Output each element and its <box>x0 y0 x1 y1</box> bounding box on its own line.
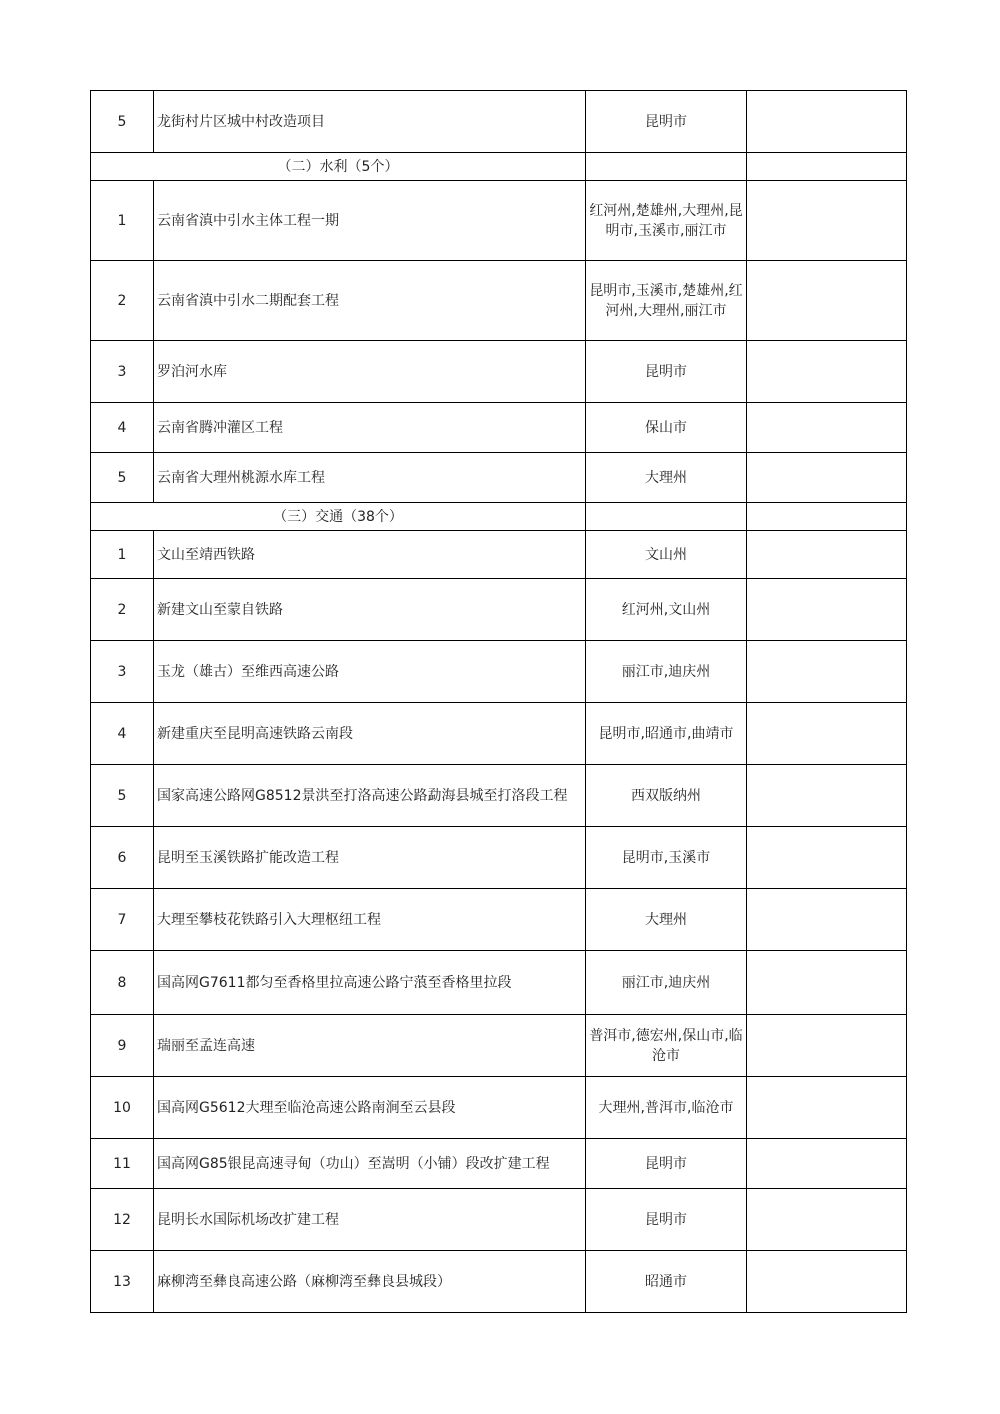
section-row <box>91 503 907 531</box>
table-row <box>91 641 907 703</box>
table-row <box>91 341 907 403</box>
project-name: 云南省大理州桃源水库工程 <box>154 453 586 503</box>
row-number: 1 <box>91 531 154 579</box>
project-region: 昆明市 <box>586 1139 747 1189</box>
table-body <box>91 91 907 1313</box>
project-region: 昆明市 <box>586 341 747 403</box>
project-note <box>747 951 907 1015</box>
table-row <box>91 403 907 453</box>
project-note <box>747 341 907 403</box>
table-row <box>91 1015 907 1077</box>
project-name: 国高网G7611都匀至香格里拉高速公路宁蒗至香格里拉段 <box>154 951 586 1015</box>
project-region: 西双版纳州 <box>586 765 747 827</box>
row-number: 6 <box>91 827 154 889</box>
project-name: 龙街村片区城中村改造项目 <box>154 91 586 153</box>
row-number: 10 <box>91 1077 154 1139</box>
project-region: 昆明市,玉溪市 <box>586 827 747 889</box>
project-region: 大理州 <box>586 453 747 503</box>
project-note <box>747 1077 907 1139</box>
table-row <box>91 703 907 765</box>
project-name: 国高网G5612大理至临沧高速公路南涧至云县段 <box>154 1077 586 1139</box>
table-row <box>91 453 907 503</box>
project-region: 保山市 <box>586 403 747 453</box>
row-number: 9 <box>91 1015 154 1077</box>
project-region: 大理州,普洱市,临沧市 <box>586 1077 747 1139</box>
row-number: 1 <box>91 181 154 261</box>
section-row <box>91 153 907 181</box>
project-region: 昭通市 <box>586 1251 747 1313</box>
project-note <box>747 827 907 889</box>
row-number: 2 <box>91 579 154 641</box>
project-note <box>747 765 907 827</box>
section-empty-cell <box>586 503 747 531</box>
project-name: 大理至攀枝花铁路引入大理枢纽工程 <box>154 889 586 951</box>
section-empty-cell <box>586 153 747 181</box>
project-note <box>747 453 907 503</box>
project-name: 云南省腾冲灌区工程 <box>154 403 586 453</box>
project-name: 云南省滇中引水主体工程一期 <box>154 181 586 261</box>
table-row <box>91 1189 907 1251</box>
project-name: 云南省滇中引水二期配套工程 <box>154 261 586 341</box>
project-region: 昆明市 <box>586 91 747 153</box>
table-row <box>91 951 907 1015</box>
section-empty-cell <box>747 153 907 181</box>
project-region: 普洱市,德宏州,保山市,临沧市 <box>586 1015 747 1077</box>
row-number: 3 <box>91 341 154 403</box>
project-table <box>90 90 907 1313</box>
project-note <box>747 531 907 579</box>
project-name: 国高网G85银昆高速寻甸（功山）至嵩明（小铺）段改扩建工程 <box>154 1139 586 1189</box>
project-name: 国家高速公路网G8512景洪至打洛高速公路勐海县城至打洛段工程 <box>154 765 586 827</box>
section-title: （二）水利（5个） <box>91 153 586 181</box>
row-number: 4 <box>91 703 154 765</box>
project-region: 丽江市,迪庆州 <box>586 641 747 703</box>
row-number: 5 <box>91 453 154 503</box>
project-name: 文山至靖西铁路 <box>154 531 586 579</box>
table-row <box>91 261 907 341</box>
row-number: 8 <box>91 951 154 1015</box>
project-note <box>747 641 907 703</box>
table-row <box>91 531 907 579</box>
project-region: 文山州 <box>586 531 747 579</box>
table-row <box>91 889 907 951</box>
row-number: 11 <box>91 1139 154 1189</box>
project-region: 红河州,楚雄州,大理州,昆明市,玉溪市,丽江市 <box>586 181 747 261</box>
row-number: 3 <box>91 641 154 703</box>
section-title: （三）交通（38个） <box>91 503 586 531</box>
table-row <box>91 91 907 153</box>
row-number: 4 <box>91 403 154 453</box>
row-number: 7 <box>91 889 154 951</box>
project-name: 新建文山至蒙自铁路 <box>154 579 586 641</box>
project-name: 昆明至玉溪铁路扩能改造工程 <box>154 827 586 889</box>
table-row <box>91 181 907 261</box>
project-note <box>747 261 907 341</box>
project-note <box>747 703 907 765</box>
table-row <box>91 1077 907 1139</box>
row-number: 2 <box>91 261 154 341</box>
project-name: 新建重庆至昆明高速铁路云南段 <box>154 703 586 765</box>
table-row <box>91 579 907 641</box>
project-region: 大理州 <box>586 889 747 951</box>
table-row <box>91 1139 907 1189</box>
project-region: 红河州,文山州 <box>586 579 747 641</box>
table-row <box>91 765 907 827</box>
project-region: 昆明市 <box>586 1189 747 1251</box>
project-note <box>747 889 907 951</box>
project-region: 丽江市,迪庆州 <box>586 951 747 1015</box>
project-name: 昆明长水国际机场改扩建工程 <box>154 1189 586 1251</box>
project-name: 瑞丽至孟连高速 <box>154 1015 586 1077</box>
row-number: 13 <box>91 1251 154 1313</box>
project-note <box>747 1139 907 1189</box>
project-region: 昆明市,玉溪市,楚雄州,红河州,大理州,丽江市 <box>586 261 747 341</box>
project-name: 玉龙（雄古）至维西高速公路 <box>154 641 586 703</box>
project-note <box>747 1015 907 1077</box>
project-note <box>747 579 907 641</box>
row-number: 5 <box>91 765 154 827</box>
project-note <box>747 1251 907 1313</box>
table-row <box>91 827 907 889</box>
project-name: 麻柳湾至彝良高速公路（麻柳湾至彝良县城段） <box>154 1251 586 1313</box>
row-number: 12 <box>91 1189 154 1251</box>
project-note <box>747 1189 907 1251</box>
project-note <box>747 403 907 453</box>
table-row <box>91 1251 907 1313</box>
row-number: 5 <box>91 91 154 153</box>
project-note <box>747 181 907 261</box>
project-note <box>747 91 907 153</box>
project-name: 罗泊河水库 <box>154 341 586 403</box>
project-region: 昆明市,昭通市,曲靖市 <box>586 703 747 765</box>
section-empty-cell <box>747 503 907 531</box>
